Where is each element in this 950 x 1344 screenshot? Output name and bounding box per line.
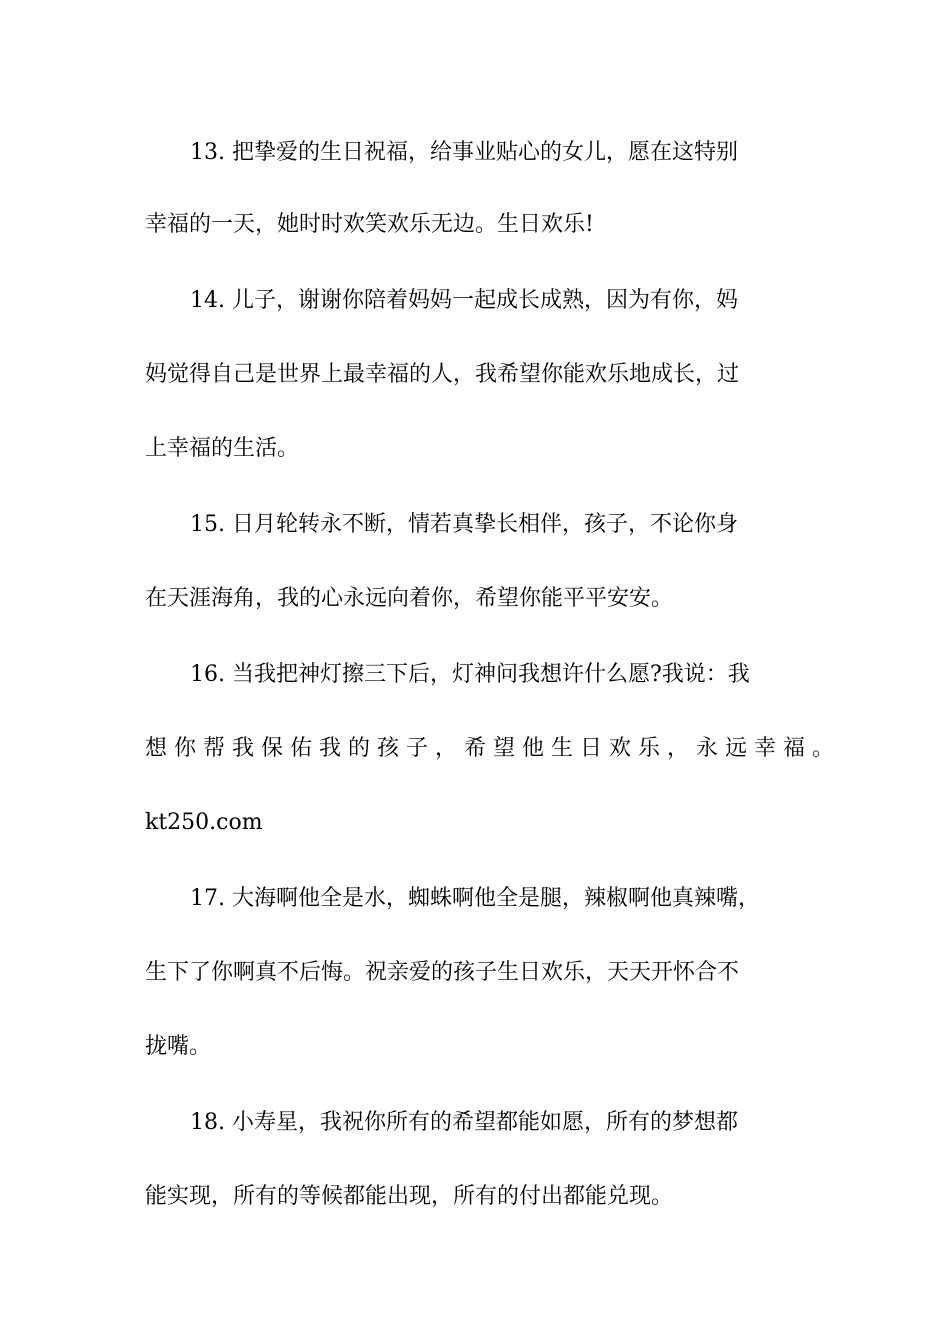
paragraph-13-line-1: 13. 把挚爱的生日祝福，给事业贴心的女儿，愿在这特别	[190, 140, 738, 165]
paragraph-15-line-1: 15. 日月轮转永不断，情若真挚长相伴，孩子，不论你身	[190, 512, 738, 537]
paragraph-18-line-2: 能实现，所有的等候都能出现，所有的付出都能兑现。	[145, 1184, 674, 1209]
paragraph-16-line-3: kt250.com	[145, 810, 263, 835]
paragraph-18-line-1: 18. 小寿星，我祝你所有的希望都能如愿，所有的梦想都	[190, 1110, 738, 1135]
paragraph-16-line-2: 想你帮我保佑我的孩子，希望他生日欢乐，永远幸福。	[145, 736, 842, 761]
paragraph-13-line-2: 幸福的一天，她时时欢笑欢乐无边。生日欢乐!	[145, 212, 594, 237]
paragraph-14-line-1: 14. 儿子，谢谢你陪着妈妈一起成长成熟，因为有你，妈	[190, 288, 738, 313]
paragraph-17-line-2: 生下了你啊真不后悔。祝亲爱的孩子生日欢乐，天天开怀合不	[145, 960, 740, 985]
paragraph-17-line-3: 拢嘴。	[145, 1034, 212, 1059]
paragraph-14-line-3: 上幸福的生活。	[145, 436, 300, 461]
paragraph-14-line-2: 妈觉得自己是世界上最幸福的人，我希望你能欢乐地成长，过	[145, 362, 740, 387]
paragraph-15-line-2: 在天涯海角，我的心永远向着你，希望你能平平安安。	[145, 586, 674, 611]
paragraph-17-line-1: 17. 大海啊他全是水，蜘蛛啊他全是腿，辣椒啊他真辣嘴，	[190, 886, 760, 911]
paragraph-16-line-1: 16. 当我把神灯擦三下后，灯神问我想许什么愿?我说：我	[190, 662, 750, 687]
